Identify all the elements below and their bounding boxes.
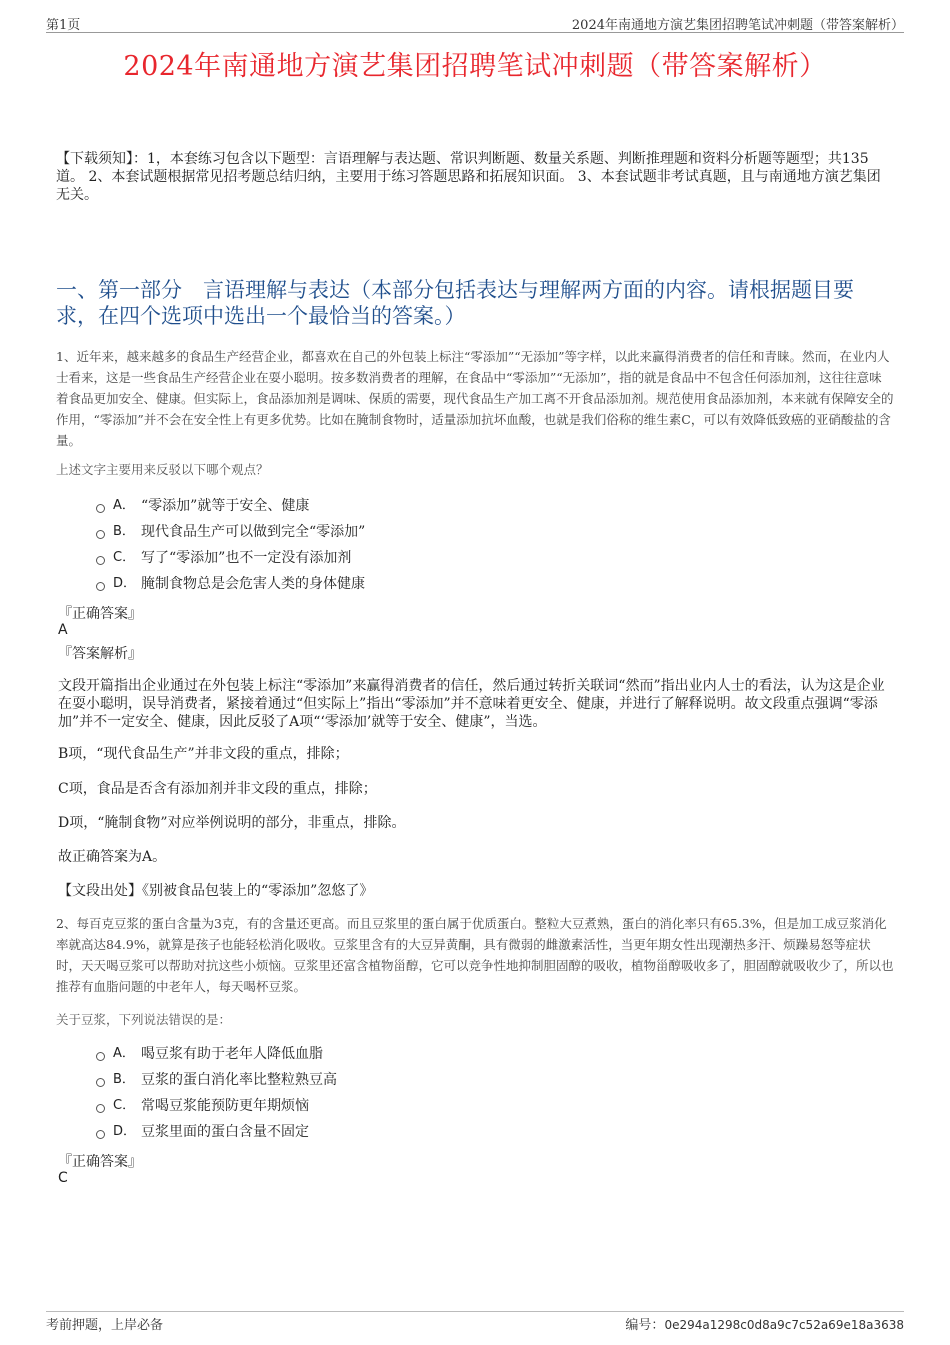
option-letter: A．	[113, 1046, 135, 1061]
code-label: 编号：	[625, 1318, 665, 1333]
question-1-text: 1、近年来，越来越多的食品生产经营企业，都喜欢在自己的外包装上标注“零添加”“无添加”等字样，以此来赢得消费者的信任和青睐。然而，在业内人士看来，这是一些食品生产经营企业在耍小聪明。按多数消费者的理解，在食品中“零添加”“无添加”，指的就是食品中不包含任何添加剂，这往往意味着食品更加安全、健康。但实际上，食品添加剂是调味、保质的需要，现代食品生产加工离不开食品添加剂。规范使用食品添加剂，本来就有保障安全的作用，“零添加”并不会在安全性上有更多优势。比如在腌制食物时，适量添加抗坏血酸，也就是我们俗称的维生素C，可以有效降低致癌的亚硝酸盐的含量。	[56, 349, 894, 448]
footer-code	[625, 1314, 904, 1333]
question-1-prompt: 上述文字主要用来反驳以下哪个观点？	[56, 462, 269, 477]
option-text: 喝豆浆有助于老年人降低血脂	[141, 1046, 323, 1062]
option-letter: D．	[113, 576, 137, 591]
page-title: 2024年南通地方演艺集团招聘笔试冲刺题（带答案解析）	[123, 51, 827, 82]
option-text: 常喝豆浆能预防更年期烦恼	[141, 1098, 309, 1114]
download-notice: 【下载须知】：1，本套练习包含以下题型：言语理解与表达题、常识判断题、数量关系题、判断推理题和资料分析题等题型；共135道。 2、本套试题根据常见招考题总结归纳，主要用于练习答题思路和拓展知识面。 3、本套试题非考试真题，且与南通地方演艺集团无关。	[56, 151, 881, 203]
option-letter: C．	[113, 1098, 136, 1113]
q2-answer-label: 『正确答案』	[58, 1154, 142, 1170]
q1-analysis-label: 『答案解析』	[58, 646, 142, 662]
option-letter: B．	[113, 524, 135, 539]
option-text: 腌制食物总是会危害人类的身体健康	[141, 576, 365, 592]
q2-option-d[interactable]	[96, 1121, 309, 1143]
header-divider	[46, 32, 904, 33]
option-text: 豆浆里面的蛋白含量不固定	[141, 1124, 309, 1140]
q1-analysis-conclusion: 故正确答案为A。	[58, 849, 167, 865]
q1-answer: A	[58, 622, 68, 638]
radio-icon[interactable]	[96, 530, 105, 539]
running-title: 2024年南通地方演艺集团招聘笔试冲刺题（带答案解析）	[571, 18, 904, 33]
radio-icon[interactable]	[96, 1104, 105, 1113]
option-text: 豆浆的蛋白消化率比整粒熟豆高	[141, 1072, 337, 1088]
option-letter: A．	[113, 498, 135, 513]
q2-option-a[interactable]	[96, 1043, 323, 1065]
page-number: 第1页	[46, 18, 81, 33]
section-heading: 一、第一部分 言语理解与表达（本部分包括表达与理解两方面的内容。请根据题目要求，在四个选项中选出一个最恰当的答案。）	[56, 278, 854, 328]
radio-icon[interactable]	[96, 1130, 105, 1139]
footer-divider	[46, 1311, 904, 1312]
q1-analysis-b: B项，“现代食品生产”并非文段的重点，排除；	[58, 746, 349, 762]
q1-option-b[interactable]	[96, 521, 365, 543]
q2-option-c[interactable]	[96, 1095, 309, 1117]
radio-icon[interactable]	[96, 504, 105, 513]
code-value: 0e294a1298c0d8a9c7c52a69e18a3638	[664, 1318, 904, 1332]
q1-option-a[interactable]	[96, 495, 309, 517]
radio-icon[interactable]	[96, 556, 105, 565]
q1-option-d[interactable]	[96, 573, 365, 595]
radio-icon[interactable]	[96, 582, 105, 591]
footer-slogan: 考前押题，上岸必备	[46, 1318, 164, 1333]
q1-analysis-d: D项，“腌制食物”对应举例说明的部分，非重点，排除。	[58, 815, 406, 831]
q1-option-c[interactable]	[96, 547, 351, 569]
option-letter: C．	[113, 550, 136, 565]
q2-option-b[interactable]	[96, 1069, 337, 1091]
q1-answer-label: 『正确答案』	[58, 606, 142, 622]
option-text: “零添加”就等于安全、健康	[141, 498, 310, 514]
radio-icon[interactable]	[96, 1052, 105, 1061]
radio-icon[interactable]	[96, 1078, 105, 1087]
q1-analysis-c: C项，食品是否含有添加剂并非文段的重点，排除；	[58, 781, 377, 797]
option-text: 现代食品生产可以做到完全“零添加”	[141, 524, 366, 540]
question-2-prompt: 关于豆浆，下列说法错误的是：	[56, 1012, 232, 1027]
option-text: 写了“零添加”也不一定没有添加剂	[141, 550, 352, 566]
option-letter: D．	[113, 1124, 137, 1139]
q1-source: 【文段出处】《别被食品包装上的“零添加”忽悠了》	[58, 883, 374, 899]
question-2-text: 2、每百克豆浆的蛋白含量为3克，有的含量还更高。而且豆浆里的蛋白属于优质蛋白。整粒大豆煮熟，蛋白的消化率只有65.3%，但是加工成豆浆消化率就高达84.9%，就算是孩子也能轻松消化吸收。豆浆里含有的大豆异黄酮，具有微弱的雌激素活性，当更年期女性出现潮热多汗、烦躁易怒等症状时，天天喝豆浆可以帮助对抗这些小烦恼。豆浆里还富含植物甾醇，它可以竞争性地抑制胆固醇的吸收，植物甾醇吸收多了，胆固醇就吸收少了，所以也推荐有血脂问题的中老年人，每天喝杯豆浆。	[56, 916, 894, 994]
q2-answer: C	[58, 1170, 68, 1186]
option-letter: B．	[113, 1072, 135, 1087]
q1-analysis-paragraph: 文段开篇指出企业通过在外包装上标注“零添加”来赢得消费者的信任，然后通过转折关联词“然而”指出业内人士的看法，认为这是企业在耍小聪明，误导消费者，紧接着通过“但实际上”指出“零添加”并不意味着更安全、健康，并进行了解释说明。故文段重点强调“零添加”并不一定安全、健康，因此反驳了A项“‘零添加’就等于安全、健康”，当选。	[58, 678, 885, 730]
